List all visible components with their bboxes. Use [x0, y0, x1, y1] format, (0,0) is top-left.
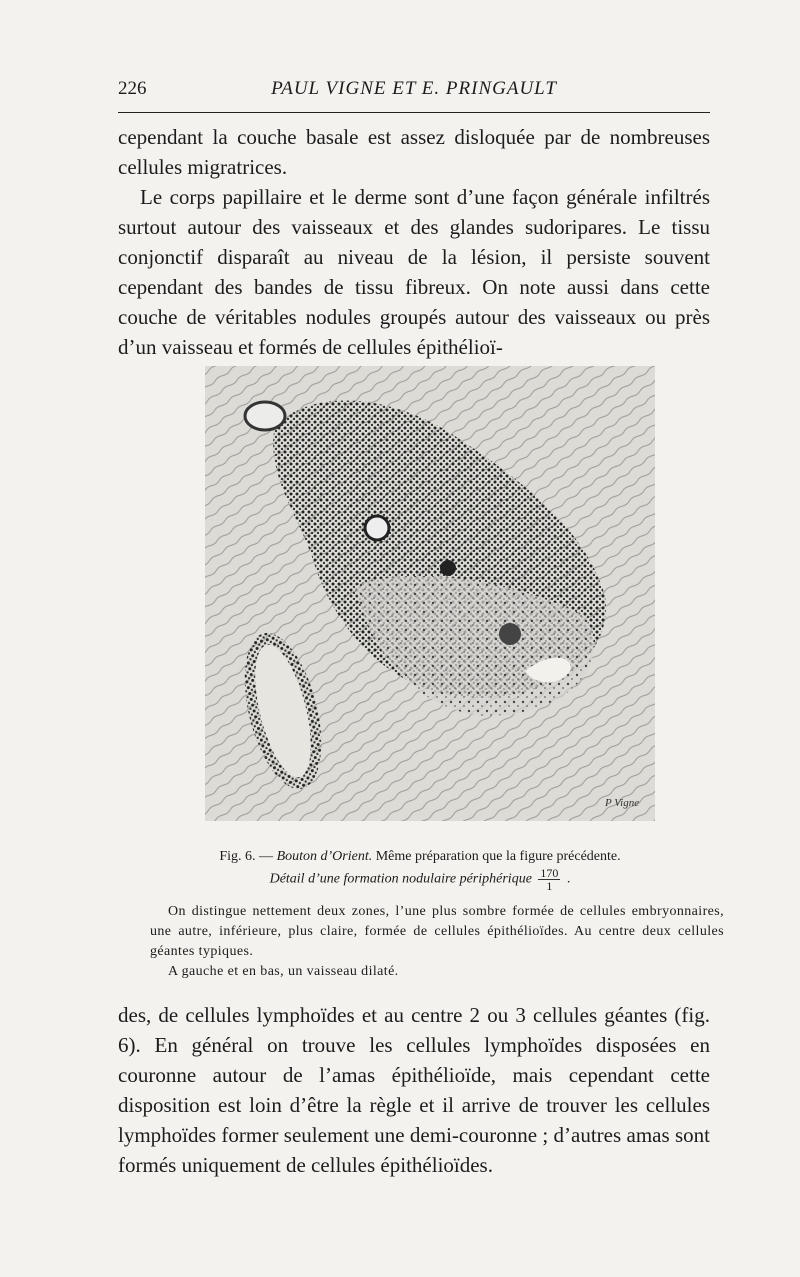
figure-title: Bouton d’Orient.: [276, 849, 373, 864]
small-vessel: [245, 402, 285, 430]
giant-cell-1: [365, 516, 389, 540]
top-text-block: [118, 122, 710, 362]
caption-description-1: On distingue nettement deux zones, l’une plus sombre formée de cellules embryonnaires, une autre, inférieure, plus claire, formée de cellules épithélioïdes. Au centre deux cellules géantes typiques.: [150, 904, 724, 959]
caption-description-2: A gauche et en bas, un vaisseau dilaté.: [168, 964, 399, 979]
figure-caption: [150, 846, 690, 892]
caption-description: [150, 902, 724, 982]
magnification-denominator: 1: [546, 879, 553, 893]
paragraph-2: Le corps papillaire et le derme sont d’une façon générale infiltrés surtout autour des vaisseaux et des glandes sudoripares. Le tissu conjonctif disparaît au niveau de la lésion, il persiste souvent cependant des bandes de tissu fibreux. On note aussi dans cette couche de véritables nodules groupés autour des vaisseaux ou près d’un vaisseau et formés de cellules épithélioï-: [118, 185, 710, 359]
caption-line-2: [150, 867, 690, 892]
paragraph-1: cependant la couche basale est assez disloquée par de nombreuses cellules migratrices.: [118, 125, 710, 179]
caption-line2-end: .: [566, 871, 571, 887]
artist-signature: P Vigne: [605, 797, 640, 809]
caption-line1-rest: Même préparation que la figure précédente.: [375, 849, 621, 864]
histology-illustration: [205, 366, 655, 821]
bottom-text-block: [118, 1000, 710, 1180]
giant-cell-3: [499, 623, 521, 645]
magnification-fraction: [538, 867, 560, 892]
page-number: 226: [118, 78, 147, 99]
histology-figure: [205, 366, 655, 821]
running-head: PAUL VIGNE ET E. PRINGAULT: [271, 78, 557, 99]
giant-cell-2: [440, 560, 456, 576]
magnification-numerator: 170: [540, 866, 559, 880]
caption-line-1: [150, 846, 690, 867]
paragraph-3: des, de cellules lymphoïdes et au centre 2 ou 3 cellules géantes (fig. 6). En général on trouve les cellules lymphoïdes disposées en couronne autour de l’amas épithélioïde, mais cependant cette disposition est loin d’être la règle et il arrive de trouver les cellules lymphoïdes former seulement une demi-couronne ; d’autres amas sont formés uniquement de cellules épithélioïdes.: [118, 1003, 710, 1177]
figure-label: Fig. 6. —: [219, 849, 274, 864]
caption-detail: Détail d’une formation nodulaire périphérique: [269, 871, 532, 887]
header-rule: [118, 112, 710, 113]
page-header: [118, 78, 710, 102]
